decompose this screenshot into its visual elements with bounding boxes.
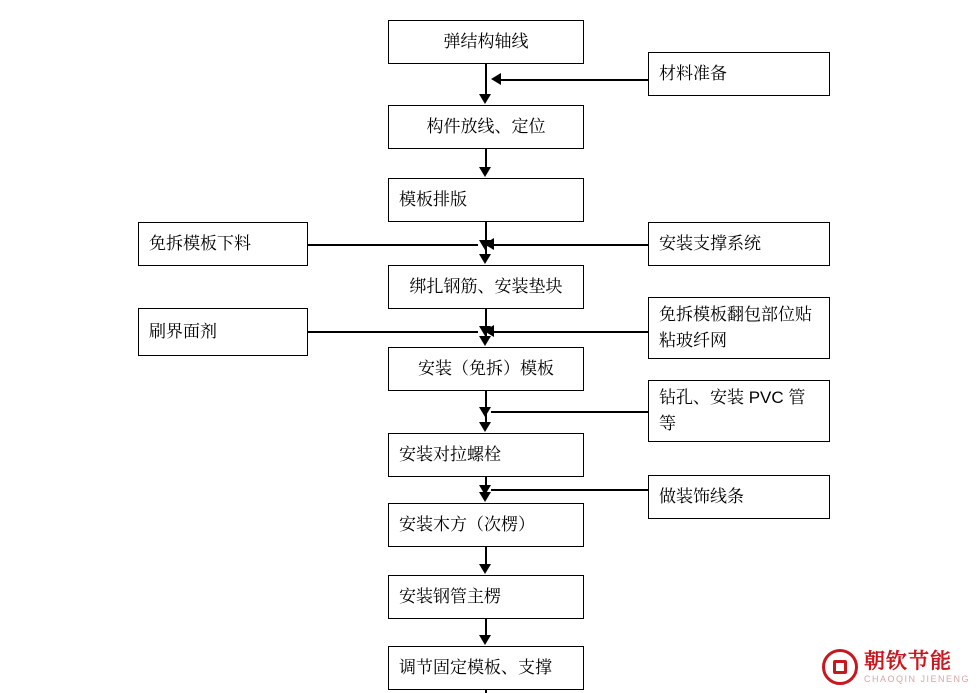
flow-node-label: 绑扎钢筋、安装垫块 [409,277,563,296]
flow-node-label: 构件放线、定位 [426,117,546,136]
flow-node-m2 [388,105,584,149]
flow-node-m3 [388,178,584,222]
flow-node-label: 弹结构轴线 [443,32,529,51]
connector-m2-m3 [485,149,487,168]
flow-node-r1 [648,52,830,96]
connector-m8-m9 [485,619,487,636]
connector-r3-main [492,331,648,333]
watermark-name-en: CHAOQIN JIENENG [863,673,970,684]
flow-node-r2 [648,222,830,266]
flow-node-m4 [388,265,584,309]
flow-node-label: 做装饰线条 [659,487,744,506]
arrow-m1-m2 [479,94,491,104]
flow-node-l2 [138,308,308,356]
flow-node-label: 安装木方（次楞） [399,515,535,534]
flow-node-label: 模板排版 [399,190,467,209]
arrow-m3-m4 [479,254,491,264]
flow-node-label: 安装钢管主楞 [399,587,501,606]
arrow-r3-main [484,325,494,337]
flow-node-m1 [388,20,584,64]
flow-node-label: 钻孔、安装 PVC 管等 [659,388,806,433]
flow-node-m5 [388,347,584,391]
arrow-r2-main [484,238,494,250]
flow-node-r5 [648,475,830,519]
flow-node-m7 [388,503,584,547]
connector-m1-m2 [485,64,487,95]
connector-r4-main [491,411,648,413]
connector-r5-main [491,489,648,491]
flow-node-m9 [388,646,584,690]
flow-node-label: 刷界面剂 [149,322,217,341]
flow-node-l1 [138,222,308,266]
connector-r1-main [500,79,648,81]
connector-r2-main [492,244,648,246]
arrow-r4-main [479,407,491,417]
arrow-r5-main [479,485,491,495]
arrow-r1-main [491,73,501,85]
flow-node-r4 [648,380,830,442]
arrow-m7-m8 [479,564,491,574]
connector-m7-m8 [485,547,487,565]
arrow-m5-m6 [479,422,491,432]
arrow-m8-m9 [479,635,491,645]
watermark-logo [822,649,970,685]
flow-node-m8 [388,575,584,619]
watermark-text [864,651,970,684]
flow-node-label: 免拆模板翻包部位贴粘玻纤网 [659,305,812,350]
watermark-name-cn: 朝钦节能 [863,649,952,673]
flow-node-r3 [648,297,830,359]
arrow-m4-m5 [479,336,491,346]
flow-node-label: 安装对拉螺栓 [399,445,501,464]
connector-l2-main [308,331,478,333]
flow-node-label: 免拆模板下料 [149,234,251,253]
connector-l1-main [308,244,478,246]
arrow-m2-m3 [479,167,491,177]
flow-node-label: 安装（免拆）模板 [418,359,554,378]
flow-node-label: 调节固定模板、支撑 [399,658,552,677]
logo-icon [822,649,858,685]
flow-node-m6 [388,433,584,477]
flow-node-label: 材料准备 [659,64,727,83]
flow-node-label: 安装支撑系统 [659,234,761,253]
